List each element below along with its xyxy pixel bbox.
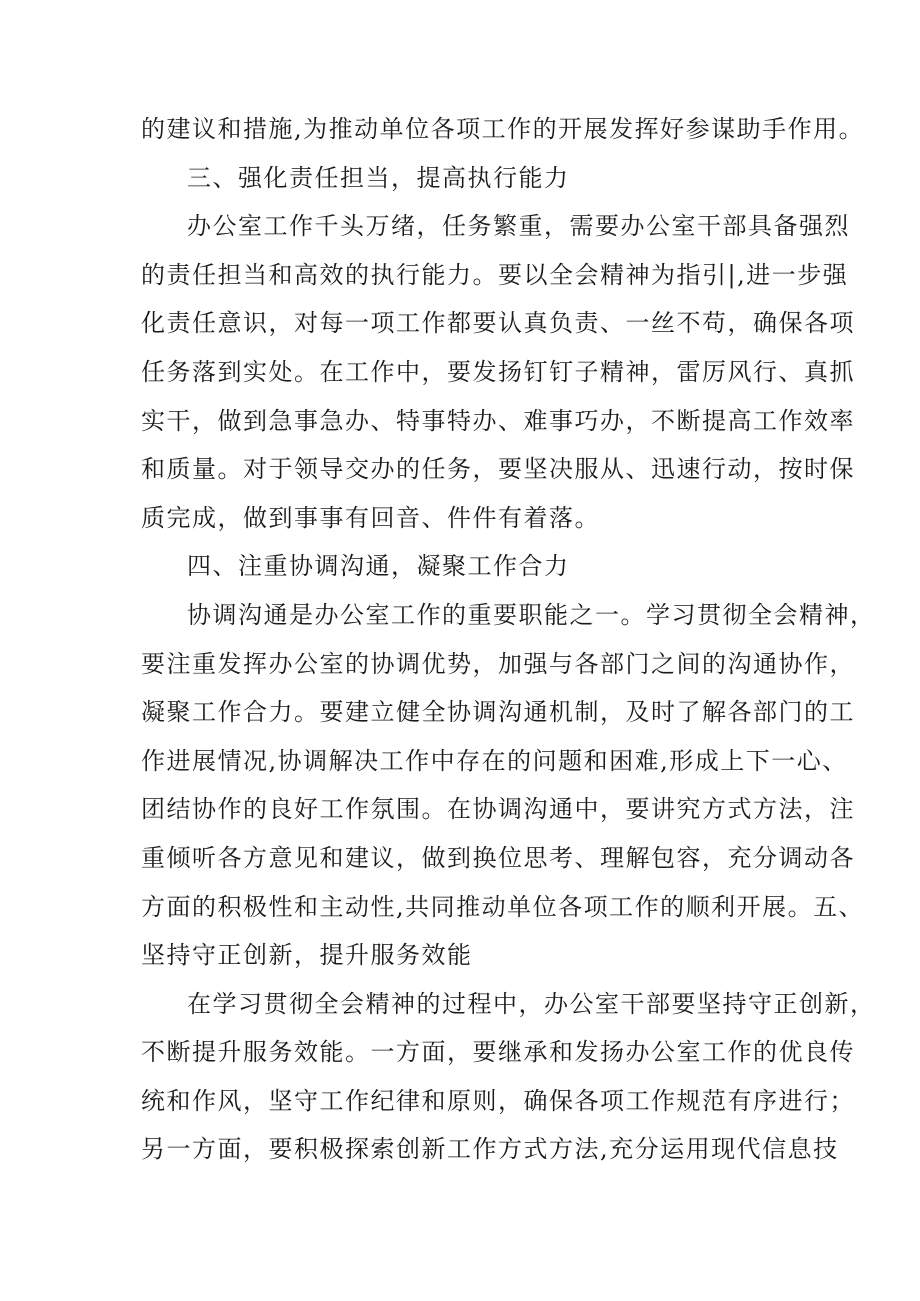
text-line: 和质量。对于领导交办的任务，要坚决服从、迅速行动，按时保	[141, 455, 855, 484]
text-line: 要注重发挥办公室的协调优势，加强与各部门之间的沟通协作，	[141, 649, 855, 678]
text-line: 任务落到实处。在工作中，要发扬钉钉子精神，雷厉风行、真抓	[141, 357, 855, 386]
text-line: 实干，做到急事急办、特事特办、难事巧办，不断提高工作效率	[141, 406, 855, 435]
text-line: 化责任意识，对每一项工作都要认真负责、一丝不苟，确保各项	[141, 309, 855, 338]
text-line: 不断提升服务效能。一方面，要继承和发扬办公室工作的优良传	[141, 1038, 855, 1067]
paragraph-start: 协调沟通是办公室工作的重要职能之一。学习贯彻全会精神，	[187, 600, 876, 629]
section-heading-5: 坚持守正创新，提升服务效能	[141, 941, 473, 970]
section-heading-4: 四、注重协调沟通，凝聚工作合力	[187, 552, 570, 581]
document-body	[141, 105, 876, 1174]
text-line: 质完成，做到事事有回音、件件有着落。	[141, 503, 600, 532]
paragraph-start: 办公室工作千头万绪，任务繁重，需要办公室干部具备强烈	[187, 212, 850, 241]
text-line: 统和作风，坚守工作纪律和原则，确保各项工作规范有序进行；	[141, 1086, 855, 1115]
text-line: 重倾听各方意见和建议，做到换位思考、理解包容，充分调动各	[141, 843, 855, 872]
text-line: 凝聚工作合力。要建立健全协调沟通机制，及时了解各部门的工	[141, 698, 855, 727]
text-line: 团结协作的良好工作氛围。在协调沟通中，要讲究方式方法，注	[141, 795, 855, 824]
text-line: 作进展情况,协调解决工作中存在的问题和困难,形成上下一心、	[141, 746, 848, 775]
section-heading-3: 三、强化责任担当，提高执行能力	[187, 163, 570, 192]
paragraph-start: 在学习贯彻全会精神的过程中，办公室干部要坚持守正创新，	[187, 989, 876, 1018]
text-line: 方面的积极性和主动性,共同推动单位各项工作的顺利开展。五、	[141, 892, 865, 921]
text-line: 另一方面，要积极探索创新工作方式方法,充分运用现代信息技	[141, 1135, 839, 1164]
text-line: 的建议和措施,为推动单位各项工作的开展发挥好参谋助手作用。	[141, 115, 865, 143]
text-line: 的责任担当和高效的执行能力。要以全会精神为指引|,进一步强	[141, 260, 849, 289]
